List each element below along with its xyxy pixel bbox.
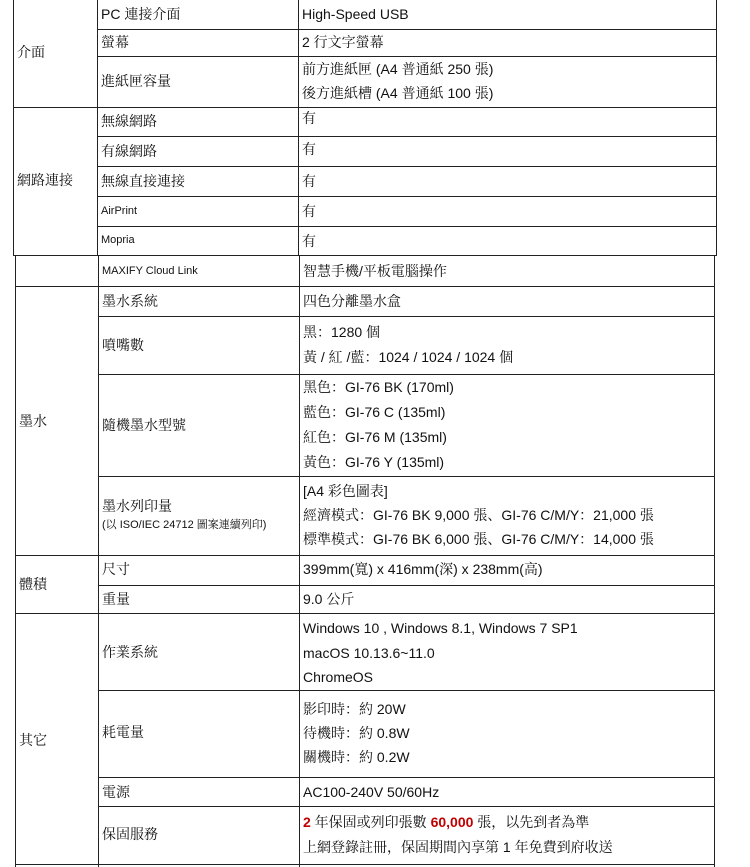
label-screen: 螢幕 [101, 34, 129, 50]
label-os: 作業系統 [102, 644, 158, 660]
value-ink-magenta: 紅色：GI-76 M (135ml) [303, 429, 447, 445]
label-bundled-ink: 隨機墨水型號 [102, 417, 186, 433]
grid-line [15, 555, 715, 556]
category-other: 其它 [19, 732, 47, 748]
value-airprint: 有 [302, 203, 316, 219]
value-power-copy: 影印時：約 20W [303, 701, 406, 717]
value-wireless-direct: 有 [302, 173, 316, 189]
label-wired: 有線網路 [101, 143, 157, 159]
grid-line [97, 29, 717, 30]
grid-line [98, 777, 715, 778]
value-ink-yield-economy: 經濟模式：GI-76 BK 9,000 張、GI-76 C/M/Y：21,000 張 [303, 507, 654, 523]
value-os-macos: macOS 10.13.6~11.0 [303, 645, 435, 661]
value-paper-front: 前方進紙匣 (A4 普通紙 250 張) [302, 61, 494, 77]
label-cloud-link: MAXIFY Cloud Link [102, 265, 198, 277]
grid-line [98, 476, 715, 477]
category-ink: 墨水 [19, 413, 47, 429]
grid-line [15, 256, 16, 867]
value-ink-system: 四色分離墨水盒 [303, 293, 401, 309]
value-weight: 9.0 公斤 [303, 591, 355, 607]
value-os-windows: Windows 10 , Windows 8.1, Windows 7 SP1 [303, 620, 578, 636]
value-nozzles-black: 黑：1280 個 [303, 324, 381, 340]
category-body: 體積 [19, 576, 47, 592]
warranty-text-tail: 張，以先到者為準 [473, 814, 590, 830]
grid-line [98, 585, 715, 586]
label-warranty: 保固服務 [102, 826, 158, 842]
grid-line [716, 0, 717, 256]
grid-line [13, 107, 717, 108]
value-ink-black: 黑色：GI-76 BK (170ml) [303, 379, 454, 395]
value-screen: 2 行文字螢幕 [302, 34, 384, 50]
grid-line [98, 316, 715, 317]
label-ink-yield-note: (以 ISO/IEC 24712 圖案連續列印) [102, 519, 267, 531]
grid-line [15, 864, 715, 865]
warranty-years: 2 [303, 814, 311, 830]
grid-line [15, 286, 715, 287]
grid-line [714, 256, 715, 867]
value-cloud-link: 智慧手機/平板電腦操作 [303, 263, 447, 279]
value-pc-interface: High-Speed USB [302, 6, 409, 22]
label-power-supply: 電源 [102, 784, 130, 800]
grid-line [13, 0, 14, 256]
label-pc-interface: PC 連接介面 [101, 6, 181, 22]
grid-line [98, 690, 715, 691]
label-ink-system: 墨水系統 [102, 293, 158, 309]
label-mopria: Mopria [101, 234, 135, 246]
label-paper-capacity: 進紙匣容量 [101, 73, 171, 89]
value-wired: 有 [302, 141, 316, 157]
value-ink-yield-chart: [A4 彩色圖表] [303, 483, 388, 499]
warranty-pages: 60,000 [430, 814, 474, 830]
category-network: 網路連接 [17, 172, 73, 188]
warranty-text-mid: 年保固或列印張數 [310, 814, 431, 830]
grid-line [13, 255, 717, 256]
grid-line [97, 136, 717, 137]
grid-line [98, 806, 715, 807]
value-paper-rear: 後方進紙槽 (A4 普通紙 100 張) [302, 85, 494, 101]
label-weight: 重量 [102, 591, 130, 607]
label-dimensions: 尺寸 [102, 561, 130, 577]
grid-line [15, 613, 715, 614]
value-wireless: 有 [302, 110, 316, 126]
value-nozzles-color: 黃 / 紅 /藍：1024 / 1024 / 1024 個 [303, 349, 514, 365]
value-mopria: 有 [302, 233, 316, 249]
value-warranty-line2: 上網登錄註冊，保固期間內享第 1 年免費到府收送 [303, 839, 613, 855]
value-dimensions: 399mm(寬) x 416mm(深) x 238mm(高) [303, 561, 543, 577]
grid-line [97, 166, 717, 167]
label-wireless-direct: 無線直接連接 [101, 173, 185, 189]
value-warranty-line1 [299, 810, 589, 835]
label-wireless: 無線網路 [101, 113, 157, 129]
grid-line [97, 226, 717, 227]
label-airprint: AirPrint [101, 205, 138, 217]
category-interface: 介面 [17, 44, 45, 60]
value-ink-yellow: 黃色：GI-76 Y (135ml) [303, 454, 445, 470]
value-ink-cyan: 藍色：GI-76 C (135ml) [303, 404, 446, 420]
label-ink-yield: 墨水列印量 [102, 498, 172, 514]
value-power-supply: AC100-240V 50/60Hz [303, 784, 440, 800]
value-power-off: 關機時：約 0.2W [303, 749, 410, 765]
label-power-consumption: 耗電量 [102, 724, 144, 740]
value-power-standby: 待機時：約 0.8W [303, 725, 410, 741]
label-nozzles: 噴嘴數 [102, 337, 144, 353]
grid-line [97, 196, 717, 197]
value-ink-yield-standard: 標準模式：GI-76 BK 6,000 張、GI-76 C/M/Y：14,000 張 [303, 531, 654, 547]
value-os-chromeos: ChromeOS [303, 669, 374, 685]
